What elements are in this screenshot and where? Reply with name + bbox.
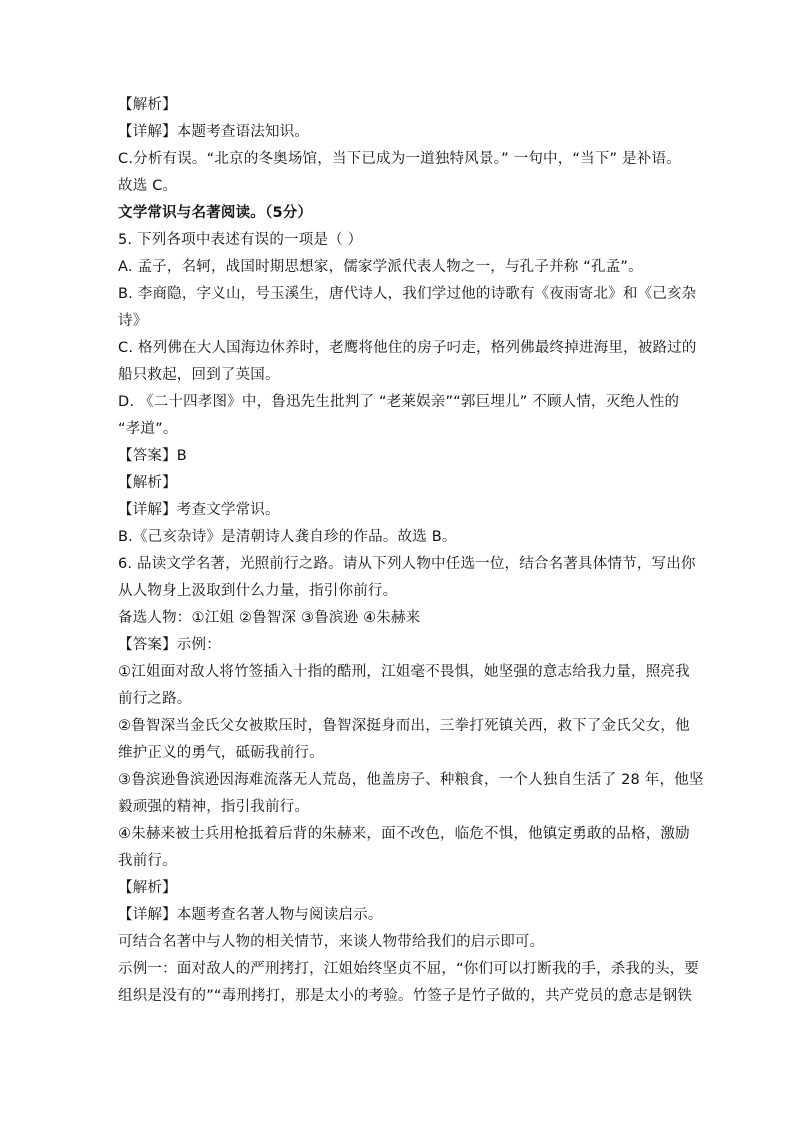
detail-5-text: B.《己亥杂诗》是清朝诗人龚自珍的作品。故选 B。 bbox=[118, 529, 457, 545]
example-4: ④朱赫来被士兵用枪抵着后背的朱赫来，面不改色，临危不惧，他镇定勇敢的品格，激励 bbox=[118, 826, 690, 842]
document-page bbox=[118, 92, 704, 1010]
answer-analysis-heading: 【解析】 bbox=[118, 97, 177, 113]
option-b-continued: 诗》 bbox=[118, 313, 148, 329]
example-3: ③鲁滨逊鲁滨逊因海难流落无人荒岛，他盖房子、种粮食，一个人独自生活了 28 年，他坚 bbox=[118, 772, 704, 788]
option-d: D. 《二十四孝图》中，鲁迅先生批判了 “老莱娱亲”“郭巨埋儿” 不顾人情，灭绝人性的 bbox=[118, 394, 680, 410]
detail-explanation: 【详解】本题考查语法知识。 bbox=[118, 124, 310, 140]
sample-one-continued: 组织是没有的”“毒刑拷打，那是太小的考验。竹签子是竹子做的，共产党员的意志是钢铁 bbox=[118, 988, 693, 1004]
example-2: ②鲁智深当金氏父女被欺压时，鲁智深挺身而出，三拳打死镇关西，救下了金氏父女，他 bbox=[118, 718, 690, 734]
explanation-conclusion: 故选 C。 bbox=[118, 178, 178, 194]
answer-6-heading: 【答案】示例： bbox=[118, 637, 221, 653]
detail-5: 【详解】考查文学常识。 bbox=[118, 502, 280, 518]
option-c-continued: 船只救起，回到了英国。 bbox=[118, 367, 280, 383]
detail-6: 【详解】本题考查名著人物与阅读启示。 bbox=[118, 907, 383, 923]
detail-6-text: 可结合名著中与人物的相关情节，来谈人物带给我们的启示即可。 bbox=[118, 934, 545, 950]
example-3-continued: 毅顽强的精神，指引我前行。 bbox=[118, 799, 310, 815]
explanation-text: C.分析有误。“北京的冬奥场馆，当下已成为一道独特风景。” 一句中，“当下” 是补语。 bbox=[118, 151, 681, 167]
candidate-characters: 备选人物：①江姐 ②鲁智深 ③鲁滨逊 ④朱赫来 bbox=[118, 610, 421, 626]
question-6-continued: 从人物身上汲取到什么力量，指引你前行。 bbox=[118, 583, 398, 599]
option-c: C. 格列佛在大人国海边休养时，老鹰将他住的房子叼走，格列佛最终掉进海里，被路过的 bbox=[118, 340, 697, 356]
example-1-continued: 前行之路。 bbox=[118, 691, 192, 707]
option-d-continued: “孝道”。 bbox=[118, 421, 178, 437]
option-a: A. 孟子，名轲，战国时期思想家，儒家学派代表人物之一，与孔子并称 “孔孟”。 bbox=[118, 259, 643, 275]
sample-one: 示例一：面对敌人的严刑拷打，江姐始终坚贞不屈，“你们可以打断我的手，杀我的头，要 bbox=[118, 961, 700, 977]
option-b: B. 李商隐，字义山，号玉溪生，唐代诗人，我们学过他的诗歌有《夜雨寄北》和《己亥杂 bbox=[118, 286, 697, 302]
question-5: 5. 下列各项中表述有误的一项是（ ） bbox=[118, 232, 363, 248]
question-6: 6. 品读文学名著，光照前行之路。请从下列人物中任选一位，结合名著具体情节，写出你 bbox=[118, 556, 696, 572]
analysis-heading-5: 【解析】 bbox=[118, 475, 177, 491]
example-1: ①江姐面对敌人将竹签插入十指的酷刑，江姐毫不畏惧，她坚强的意志给我力量，照亮我 bbox=[118, 664, 690, 680]
section-heading: 文学常识与名著阅读。（5分） bbox=[118, 205, 313, 221]
example-2-continued: 维护正义的勇气，砥砺我前行。 bbox=[118, 745, 324, 761]
analysis-heading-6: 【解析】 bbox=[118, 880, 177, 896]
example-4-continued: 我前行。 bbox=[118, 853, 177, 869]
answer-5: 【答案】B bbox=[118, 448, 187, 464]
